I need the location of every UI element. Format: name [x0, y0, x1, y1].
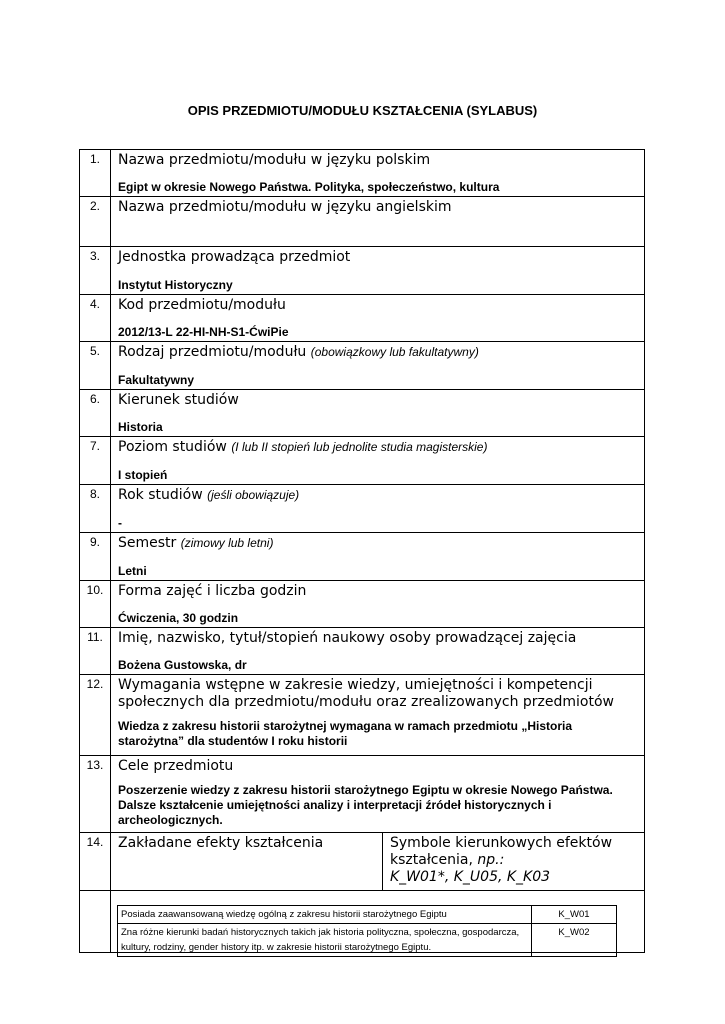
- row-heading-text: Rodzaj przedmiotu/modułu: [118, 344, 307, 360]
- row-number: 7.: [80, 437, 111, 485]
- row-value: Egipt w okresie Nowego Państwa. Polityka, społeczeństwo, kultura: [118, 180, 500, 194]
- row-heading: [118, 758, 638, 775]
- syllabus-row: [80, 628, 645, 675]
- row-content: [111, 197, 645, 247]
- syllabus-row: [80, 437, 645, 485]
- row-number: 4.: [80, 295, 111, 342]
- row-content: [111, 833, 383, 891]
- row-content: [111, 150, 645, 197]
- row-content: [111, 342, 645, 390]
- syllabus-row: [80, 756, 645, 833]
- row-content: [111, 533, 645, 581]
- row-heading-text: Nazwa przedmiotu/modułu w języku angielskim: [118, 199, 452, 215]
- syllabus-row: [80, 390, 645, 437]
- syllabus-row: [80, 150, 645, 197]
- row-heading-text: Kierunek studiów: [118, 392, 239, 408]
- symbols-heading: [390, 835, 638, 886]
- row-heading-text: Rok studiów: [118, 487, 203, 503]
- row-heading-note: (zimowy lub letni): [180, 536, 274, 550]
- row-value: Poszerzenie wiedzy z zakresu historii starożytnego Egiptu w okresie Nowego Państwa. Dalsze kształcenie umiejętności analizy i interpretacji źródeł historycznych i archeologicznych.: [118, 783, 613, 827]
- row-heading-note: (jeśli obowiązuje): [207, 488, 300, 502]
- symbols-note: np.:: [477, 852, 505, 868]
- row-heading: [118, 583, 638, 600]
- row-number: 9.: [80, 533, 111, 581]
- syllabus-row: [80, 247, 645, 295]
- row-number: 3.: [80, 247, 111, 295]
- row-heading-text: Poziom studiów: [118, 439, 227, 455]
- symbols-cell: [383, 833, 645, 891]
- row-value: I stopień: [118, 468, 168, 482]
- row-number: 12.: [80, 675, 111, 756]
- row-heading-text: Nazwa przedmiotu/modułu w języku polskim: [118, 152, 431, 168]
- effect-text: Posiada zaawansowaną wiedzę ogólną z zakresu historii starożytnego Egiptu: [118, 906, 532, 924]
- row-heading: [118, 535, 638, 552]
- effect-code: K_W01: [532, 906, 617, 924]
- row-content: [111, 485, 645, 533]
- row-heading: [118, 392, 638, 409]
- row-heading-text: Kod przedmiotu/modułu: [118, 297, 286, 313]
- syllabus-row: [80, 342, 645, 390]
- row-content: [111, 581, 645, 628]
- syllabus-row: [80, 197, 645, 247]
- row-content: [111, 628, 645, 675]
- row-content: [111, 756, 645, 833]
- effects-table: [117, 905, 617, 957]
- syllabus-row: [80, 833, 645, 891]
- row-number: 8.: [80, 485, 111, 533]
- row-heading-text: Jednostka prowadząca przedmiot: [118, 249, 351, 265]
- row-heading-text: Forma zajęć i liczba godzin: [118, 583, 307, 599]
- row-heading-text: Cele przedmiotu: [118, 758, 234, 774]
- row-content: [111, 295, 645, 342]
- row-heading: Zakładane efekty kształcenia: [118, 835, 324, 851]
- syllabus-row: [80, 675, 645, 756]
- row-heading: [118, 439, 638, 456]
- row-heading: [118, 152, 638, 169]
- document-title: OPIS PRZEDMIOTU/MODUŁU KSZTAŁCENIA (SYLABUS): [187, 103, 538, 118]
- row-value: Ćwiczenia, 30 godzin: [118, 611, 239, 625]
- row-heading: [118, 249, 638, 266]
- effect-text: Zna różne kierunki badań historycznych takich jak historia polityczna, społeczna, gospodarcza, kultury, rodziny, gender history itp. w zakresie historii starożytnego Egiptu.: [118, 924, 532, 957]
- row-content: [111, 437, 645, 485]
- symbols-heading-text: Symbole kierunkowych efektów kształcenia,: [390, 835, 613, 868]
- row-heading: [118, 344, 638, 361]
- row-number: 13.: [80, 756, 111, 833]
- effect-row: [118, 924, 617, 957]
- row-number: 2.: [80, 197, 111, 247]
- row-heading: [118, 487, 638, 504]
- row-heading-note: (I lub II stopień lub jednolite studia magisterskie): [231, 440, 488, 454]
- row-heading: [118, 677, 638, 711]
- row-heading-text: Wymagania wstępne w zakresie wiedzy, umiejętności i kompetencji społecznych dla przedmiotu/modułu oraz zrealizowanych przedmiotów: [118, 677, 614, 710]
- row-value: 2012/13-L 22-HI-NH-S1-ĆwiPie: [118, 325, 289, 339]
- row-value: Wiedza z zakresu historii starożytnej wymagana w ramach przedmiotu „Historia starożytna” dla studentów I roku historii: [118, 719, 573, 748]
- row-number: 10.: [80, 581, 111, 628]
- row-value: Bożena Gustowska, dr: [118, 658, 247, 672]
- row-value: Historia: [118, 420, 163, 434]
- row-heading-text: Imię, nazwisko, tytuł/stopień naukowy osoby prowadzącej zajęcia: [118, 630, 577, 646]
- syllabus-table: [79, 149, 645, 953]
- row-number: 11.: [80, 628, 111, 675]
- row-number: 6.: [80, 390, 111, 437]
- row-heading: [118, 630, 638, 647]
- syllabus-row: [80, 485, 645, 533]
- row-number: 14.: [80, 833, 111, 891]
- row-value: Instytut Historyczny: [118, 278, 233, 292]
- syllabus-row: [80, 581, 645, 628]
- effects-row-number: [80, 891, 111, 953]
- row-number: 5.: [80, 342, 111, 390]
- effect-row: [118, 906, 617, 924]
- symbols-example: K_W01*, K_U05, K_K03: [390, 869, 551, 885]
- row-heading: [118, 297, 638, 314]
- row-heading: [118, 199, 638, 216]
- row-content: [111, 390, 645, 437]
- effect-code: K_W02: [532, 924, 617, 957]
- row-value: -: [118, 516, 122, 530]
- row-content: [111, 247, 645, 295]
- row-value: Fakultatywny: [118, 373, 195, 387]
- syllabus-row: [80, 533, 645, 581]
- syllabus-row: [80, 295, 645, 342]
- row-number: 1.: [80, 150, 111, 197]
- row-heading-note: (obowiązkowy lub fakultatywny): [310, 345, 479, 359]
- row-content: [111, 675, 645, 756]
- row-heading-text: Semestr: [118, 535, 177, 551]
- row-value: Letni: [118, 564, 147, 578]
